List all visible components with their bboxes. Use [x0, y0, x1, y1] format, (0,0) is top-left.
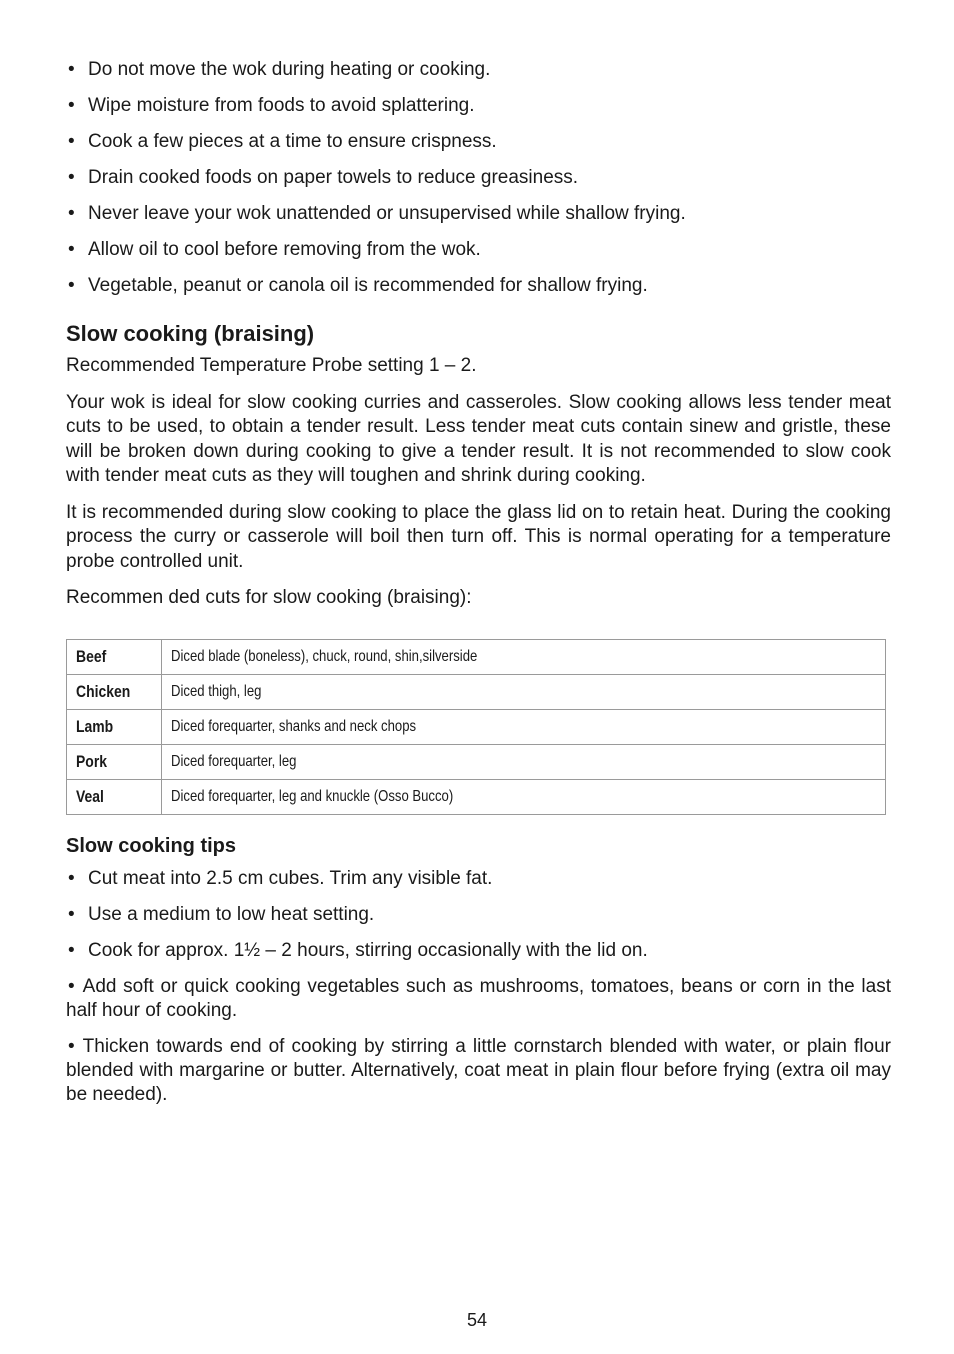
list-item: • Cook for approx. 1½ – 2 hours, stirring occasionally with the lid on. [68, 939, 648, 961]
cuts-cell: Diced thigh, leg [162, 674, 886, 709]
table-row [67, 779, 886, 814]
bullet-icon: • [68, 975, 75, 997]
meat-cell: Chicken [67, 674, 162, 709]
bullet-icon: • [68, 903, 75, 925]
list-item: • Use a medium to low heat setting. [68, 903, 375, 925]
bullet-icon: • [68, 1035, 75, 1057]
table-row [67, 744, 886, 779]
lid-paragraph: It is recommended during slow cooking to place the glass lid on to retain heat. During the cooking process the curry or casserole will boil then turn off. This is normal operating for a temperature probe controlled unit. [66, 501, 891, 572]
list-item: • Cook a few pieces at a time to ensure crispness. [68, 131, 497, 152]
table-row [67, 709, 886, 744]
cuts-intro-text: Recommen ded cuts for slow cooking (braising): [66, 587, 472, 608]
bullet-icon: • [68, 95, 75, 116]
bullet-icon: • [68, 939, 75, 961]
cuts-cell: Diced forequarter, shanks and neck chops [162, 709, 886, 744]
bullet-icon: • [68, 275, 75, 296]
slow-cooking-tips-list [66, 867, 891, 1107]
meat-cell: Pork [67, 744, 162, 779]
bullet-icon: • [68, 867, 75, 889]
meat-cell: Beef [67, 639, 162, 674]
section-title: Slow cooking (braising) [66, 321, 315, 346]
list-item: • Add soft or quick cooking vegetables such as mushrooms, tomatoes, beans or corn in the last half hour of cooking. [66, 975, 891, 1021]
intro-paragraph: Your wok is ideal for slow cooking curries and casseroles. Slow cooking allows less tender meat cuts to be used, to obtain a tender result. Less tender meat cuts contain sinew and gristle, these will be broken down during cooking to give a tender result. It is not recommended to slow cook with tender meat cuts as they will toughen and shrink during cooking. [66, 391, 891, 486]
list-item: • Never leave your wok unattended or unsupervised while shallow frying. [68, 203, 686, 224]
list-item: • Do not move the wok during heating or cooking. [68, 59, 491, 80]
list-item: • Cut meat into 2.5 cm cubes. Trim any visible fat. [68, 867, 493, 889]
frying-tips-list [66, 58, 891, 298]
table-row [67, 674, 886, 709]
meat-cell: Veal [67, 779, 162, 814]
meat-cell: Lamb [67, 709, 162, 744]
cuts-cell: Diced forequarter, leg [162, 744, 886, 779]
cuts-cell: Diced forequarter, leg and knuckle (Osso Bucco) [162, 779, 886, 814]
probe-setting-text: Recommended Temperature Probe setting 1 – 2. [66, 355, 477, 376]
list-item: • Allow oil to cool before removing from the wok. [68, 239, 481, 260]
page-content [66, 58, 891, 1119]
recommended-cuts-table [66, 639, 886, 815]
tips-title: Slow cooking tips [66, 834, 237, 857]
list-item: • Thicken towards end of cooking by stirring a little cornstarch blended with water, or plain flour blended with margarine or butter. Alternatively, coat meat in plain flour before frying (extra oil may be needed). [66, 1035, 891, 1105]
bullet-icon: • [68, 59, 75, 80]
cuts-cell: Diced blade (boneless), chuck, round, shin,silverside [162, 639, 886, 674]
table-row [67, 639, 886, 674]
bullet-icon: • [68, 131, 75, 152]
bullet-icon: • [68, 167, 75, 188]
page-number: 54 [466, 1310, 488, 1330]
bullet-icon: • [68, 239, 75, 260]
list-item: • Vegetable, peanut or canola oil is recommended for shallow frying. [68, 275, 648, 296]
bullet-icon: • [68, 203, 75, 224]
list-item: • Wipe moisture from foods to avoid splattering. [68, 95, 475, 116]
list-item: • Drain cooked foods on paper towels to reduce greasiness. [68, 167, 579, 188]
